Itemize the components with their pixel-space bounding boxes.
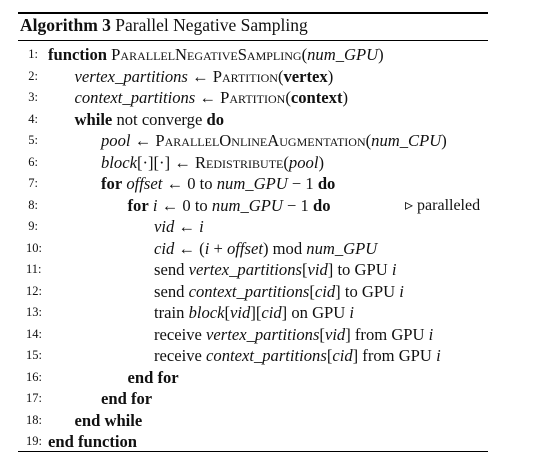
code-token: offset [226, 238, 263, 258]
line-number: 13: [26, 305, 42, 319]
code-token: pool [288, 152, 319, 172]
line-code [48, 431, 137, 452]
code-token: ParallelNegativeSampling [111, 45, 302, 64]
line-code [154, 302, 354, 323]
code-token: num_GPU [306, 238, 378, 258]
code-token: ← ( [174, 238, 205, 258]
line-number: 14: [26, 326, 42, 341]
code-token: for [101, 174, 123, 193]
code-token: i [152, 195, 158, 215]
code-token: num_GPU [216, 174, 288, 193]
code-token: send [154, 281, 189, 301]
code-token: vertex [283, 66, 328, 86]
line-code [154, 238, 377, 259]
code-token: ][ [250, 303, 262, 322]
code-token: num_GPU [211, 195, 283, 215]
code-token: while [74, 109, 113, 129]
code-token: [·][·] ← [136, 152, 195, 172]
code-token: cid [154, 238, 175, 258]
code-token: vertex_partitions [74, 66, 188, 86]
line-code [101, 152, 324, 173]
code-token: num_CPU [371, 131, 442, 150]
code-token: context_partitions [74, 88, 196, 107]
code-token: i [399, 281, 404, 301]
code-token: i [199, 217, 204, 236]
code-token: context_partitions [206, 346, 327, 365]
code-token: vid [324, 324, 346, 344]
line-number: 7: [28, 176, 38, 190]
code-token: ( [277, 66, 284, 86]
line-code [48, 44, 384, 65]
code-token: end for [101, 389, 153, 408]
code-token: context [290, 88, 343, 107]
line-number: 17: [26, 391, 42, 405]
code-token: vid [307, 260, 328, 279]
code-token: ] on GPU [281, 303, 350, 322]
code-token: receive [154, 346, 207, 365]
line-number: 18: [26, 412, 42, 427]
code-token: ] to GPU [327, 260, 392, 279]
line-code [154, 345, 441, 366]
line-code [101, 173, 335, 194]
code-token: − 1 [287, 174, 318, 193]
code-token: ( [285, 88, 291, 107]
code-token: ) [378, 45, 384, 64]
code-token: Partition [212, 66, 278, 86]
code-token: do [317, 174, 336, 193]
algorithm-label: Algorithm 3 [20, 15, 111, 35]
code-token: + [209, 238, 227, 258]
line-code [75, 410, 143, 431]
algorithm-caption [20, 15, 308, 36]
line-code [75, 109, 225, 130]
code-token: do [312, 195, 331, 215]
code-token: block [188, 303, 225, 322]
code-token: ) [342, 88, 348, 107]
code-token: vid [230, 303, 251, 322]
line-number: 15: [26, 348, 42, 362]
line-code [128, 367, 179, 388]
code-token: [ [326, 346, 333, 365]
code-token: Redistribute [194, 152, 284, 172]
code-token: ← [174, 217, 200, 236]
code-token: ← [195, 88, 221, 107]
code-token: ] to GPU [335, 281, 400, 301]
line-number: 4: [28, 111, 38, 126]
caption-rule [18, 40, 488, 41]
line-code [154, 281, 404, 302]
line-code [154, 324, 433, 345]
line-number: 8: [28, 197, 38, 212]
code-token: vid [154, 217, 175, 236]
line-code [101, 388, 152, 409]
code-token: i [436, 346, 441, 365]
line-code [101, 130, 447, 151]
code-token: send [154, 260, 189, 279]
code-token: vertex_partitions [206, 324, 320, 344]
code-token: ( [283, 152, 289, 172]
line-code [75, 66, 334, 87]
code-token: num_GPU [307, 45, 379, 64]
line-number: 9: [28, 219, 38, 233]
code-token: end while [74, 410, 143, 430]
line-number: 12: [26, 283, 42, 298]
code-token: i [428, 324, 434, 344]
code-token: ← 0 to [157, 195, 212, 215]
code-token: ParallelOnlineAugmentation [155, 131, 366, 150]
code-token: [ [301, 260, 308, 279]
code-token: i [349, 303, 355, 322]
code-token: vertex_partitions [188, 260, 302, 279]
code-token: − 1 [282, 195, 313, 215]
code-token: [ [309, 281, 315, 301]
code-token: ) mod [262, 238, 307, 258]
bottom-rule [18, 451, 488, 452]
line-code [128, 195, 331, 216]
code-token: function [48, 45, 108, 64]
line-number: 1: [28, 47, 38, 61]
code-token: train [154, 303, 189, 322]
code-token: cid [261, 303, 282, 322]
code-token: ) [327, 66, 334, 86]
code-token: ) [318, 152, 324, 172]
line-number: 5: [28, 133, 38, 147]
code-token: end for [127, 367, 179, 387]
code-token: ] from GPU [352, 346, 437, 365]
algorithm-title: Parallel Negative Sampling [115, 15, 308, 35]
code-token: [ [224, 303, 231, 322]
line-number: 6: [28, 154, 38, 169]
line-number: 10: [26, 240, 42, 255]
line-number: 11: [26, 262, 42, 276]
line-number: 16: [26, 369, 42, 384]
line-code [154, 216, 204, 237]
code-token: cid [314, 281, 336, 301]
code-token: ← 0 to [162, 174, 217, 193]
code-token: receive [154, 324, 207, 344]
code-token: context_partitions [188, 281, 310, 301]
code-token: end function [48, 432, 137, 451]
code-token: block [101, 152, 137, 172]
code-token: [ [319, 324, 325, 344]
line-code [75, 87, 349, 108]
code-token: offset [126, 174, 163, 193]
code-token: ] from GPU [345, 324, 429, 344]
code-token: ← [187, 66, 213, 86]
line-number: 2: [28, 68, 38, 83]
line-number: 19: [26, 434, 42, 448]
code-token: for [127, 195, 149, 215]
code-token: ( [365, 131, 372, 150]
code-token: not converge [112, 109, 207, 129]
code-token: ( [301, 45, 308, 64]
code-token: i [391, 260, 397, 279]
line-number: 3: [28, 90, 38, 104]
code-token: cid [332, 346, 353, 365]
code-token: i [204, 238, 210, 258]
code-token: ← [130, 131, 156, 150]
code-token: Partition [220, 88, 286, 107]
code-token: ) [441, 131, 447, 150]
code-token: do [206, 109, 225, 129]
code-token: pool [101, 131, 131, 150]
top-rule [18, 12, 488, 14]
line-code [154, 259, 396, 280]
line-comment: ▹ paralleled [405, 196, 481, 214]
